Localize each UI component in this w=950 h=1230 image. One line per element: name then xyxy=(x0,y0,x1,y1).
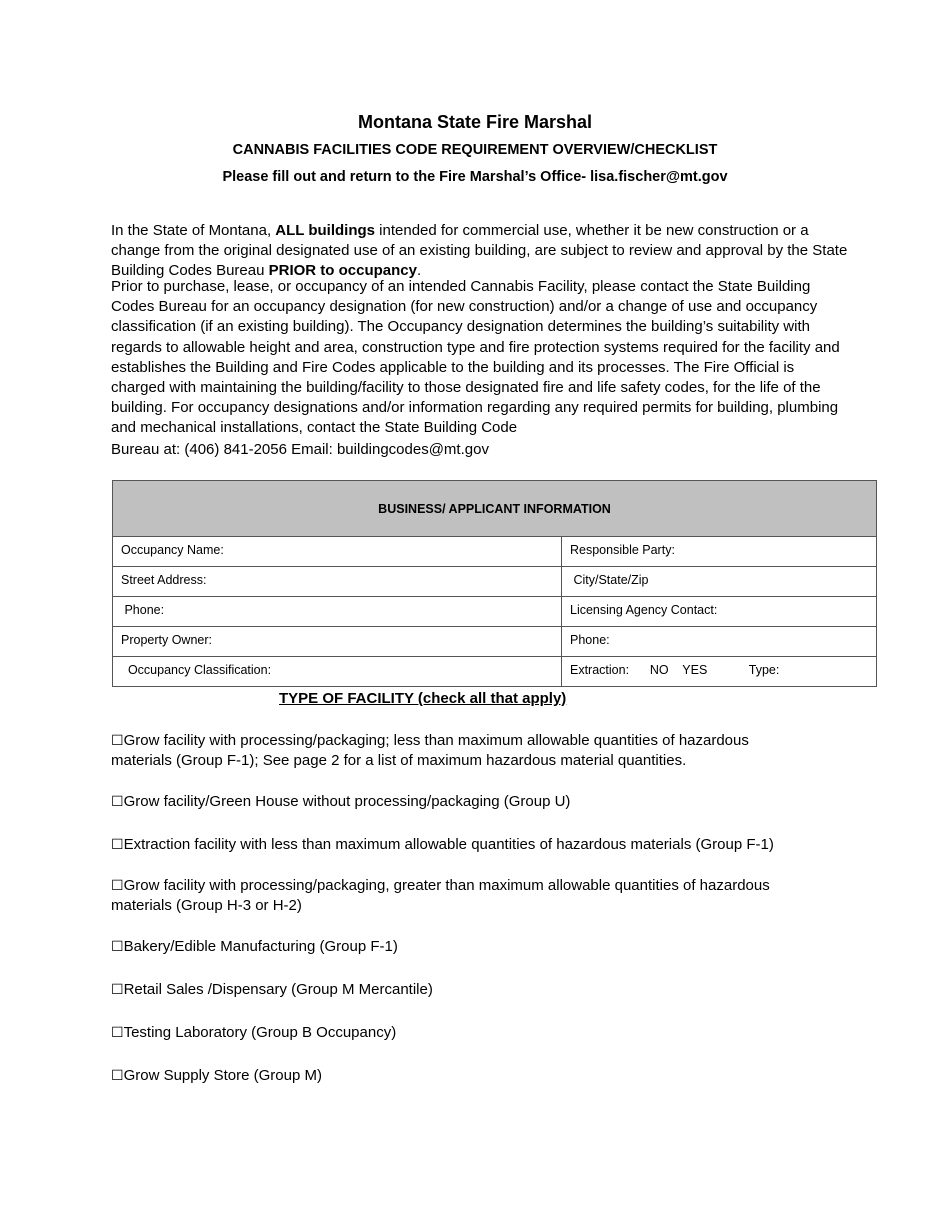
property-owner-field[interactable]: Property Owner: xyxy=(113,627,562,657)
checkbox[interactable]: ☐ xyxy=(111,732,124,748)
facility-type-heading: TYPE OF FACILITY (check all that apply) xyxy=(279,690,567,707)
table-row xyxy=(113,627,877,657)
table-row xyxy=(113,537,877,567)
checkbox[interactable]: ☐ xyxy=(111,938,124,954)
checkbox[interactable]: ☐ xyxy=(111,1024,124,1040)
facility-option-label: Bakery/Edible Manufacturing (Group F-1) xyxy=(123,938,398,955)
intro-paragraph-2 xyxy=(111,277,851,461)
checkbox[interactable]: ☐ xyxy=(111,1067,124,1083)
owner-phone-field[interactable]: Phone: xyxy=(562,627,877,657)
licensing-agency-contact-field[interactable]: Licensing Agency Contact: xyxy=(562,597,877,627)
facility-option-grow-processing-f1[interactable] xyxy=(111,730,811,771)
checkbox[interactable]: ☐ xyxy=(111,877,124,893)
checkbox[interactable]: ☐ xyxy=(111,981,124,997)
extraction-field[interactable]: Extraction: NO YES Type: xyxy=(562,657,877,687)
building-codes-contact: Bureau at: (406) 841-2056 Email: buildingcodes@mt.gov xyxy=(111,440,489,458)
table-row xyxy=(113,657,877,687)
facility-option-testing-lab[interactable] xyxy=(111,1022,811,1043)
facility-option-label: Extraction facility with less than maximum allowable quantities of hazardous materials (Group F-1) xyxy=(123,836,774,853)
return-instruction: Please fill out and return to the Fire Marshal’s Office- lisa.fischer@mt.gov xyxy=(222,169,728,185)
table-row xyxy=(113,567,877,597)
intro-text: . xyxy=(416,262,422,280)
checkbox[interactable]: ☐ xyxy=(111,793,124,809)
facility-option-retail[interactable] xyxy=(111,979,811,1000)
table-header-row xyxy=(113,481,877,537)
page-subtitle: CANNABIS FACILITIES CODE REQUIREMENT OVERVIEW/CHECKLIST xyxy=(232,142,718,158)
phone-field[interactable]: Phone: xyxy=(113,597,562,627)
street-address-field[interactable]: Street Address: xyxy=(113,567,562,597)
facility-option-greenhouse-u[interactable] xyxy=(111,791,811,812)
table-heading: BUSINESS/ APPLICANT INFORMATION xyxy=(113,481,877,537)
occupancy-classification-field[interactable]: Occupancy Classification: xyxy=(113,657,562,687)
facility-option-label: Grow facility with processing/packaging, greater than maximum allowable quantities of hazardous materials (Group H-3 or H-2) xyxy=(111,877,770,914)
facility-option-label: Testing Laboratory (Group B Occupancy) xyxy=(123,1024,397,1041)
intro-emphasis-all-buildings: ALL buildings xyxy=(275,222,375,239)
facility-option-label: Retail Sales /Dispensary (Group M Mercantile) xyxy=(123,981,433,998)
intro-text: In the State of Montana, xyxy=(111,222,276,239)
intro-paragraph-1 xyxy=(111,221,851,282)
facility-option-label: Grow facility/Green House without processing/packaging (Group U) xyxy=(123,793,571,810)
facility-option-extraction-f1[interactable] xyxy=(111,834,811,855)
intro-emphasis-prior: PRIOR to occupancy xyxy=(268,262,417,280)
facility-option-grow-processing-h[interactable] xyxy=(111,875,811,916)
checkbox[interactable]: ☐ xyxy=(111,836,124,852)
intro-paragraph-2-text: Prior to purchase, lease, or occupancy of an intended Cannabis Facility, please contact the State Building Codes Bureau for an occupancy designation (for new construction) and/or a change of use and occupancy classification (if an existing building). The Occupancy designation determines the building’s suitability with regards to allowable height and area, construction type and fire protection systems required for the facility and establishes the Building and Fire Codes applicable to the building and its processes. The Fire Official is charged with maintaining the building/facility to those designated fire and life safety codes, for the life of the building. For occupancy designations and/or information regarding any required permits for building, plumbing and mechanical installations, contact the State Building Code xyxy=(111,278,840,437)
facility-option-label: Grow facility with processing/packaging; less than maximum allowable quantities of hazardous materials (Group F-1); See page 2 for a list of maximum hazardous material quantities. xyxy=(111,732,749,769)
table-row xyxy=(113,597,877,627)
occupancy-name-field[interactable]: Occupancy Name: xyxy=(113,537,562,567)
city-state-zip-field[interactable]: City/State/Zip xyxy=(562,567,877,597)
applicant-info-table xyxy=(112,480,877,687)
facility-option-label: Grow Supply Store (Group M) xyxy=(123,1067,322,1084)
responsible-party-field[interactable]: Responsible Party: xyxy=(562,537,877,567)
facility-option-bakery[interactable] xyxy=(111,936,811,957)
intro-text: intended for commercial use, whether it be new construction or a change from the original designated use of an existing building, are subject to review and approval by the State Building Codes Bureau xyxy=(111,222,848,280)
facility-option-grow-supply[interactable] xyxy=(111,1065,811,1086)
page-title: Montana State Fire Marshal xyxy=(357,112,593,132)
